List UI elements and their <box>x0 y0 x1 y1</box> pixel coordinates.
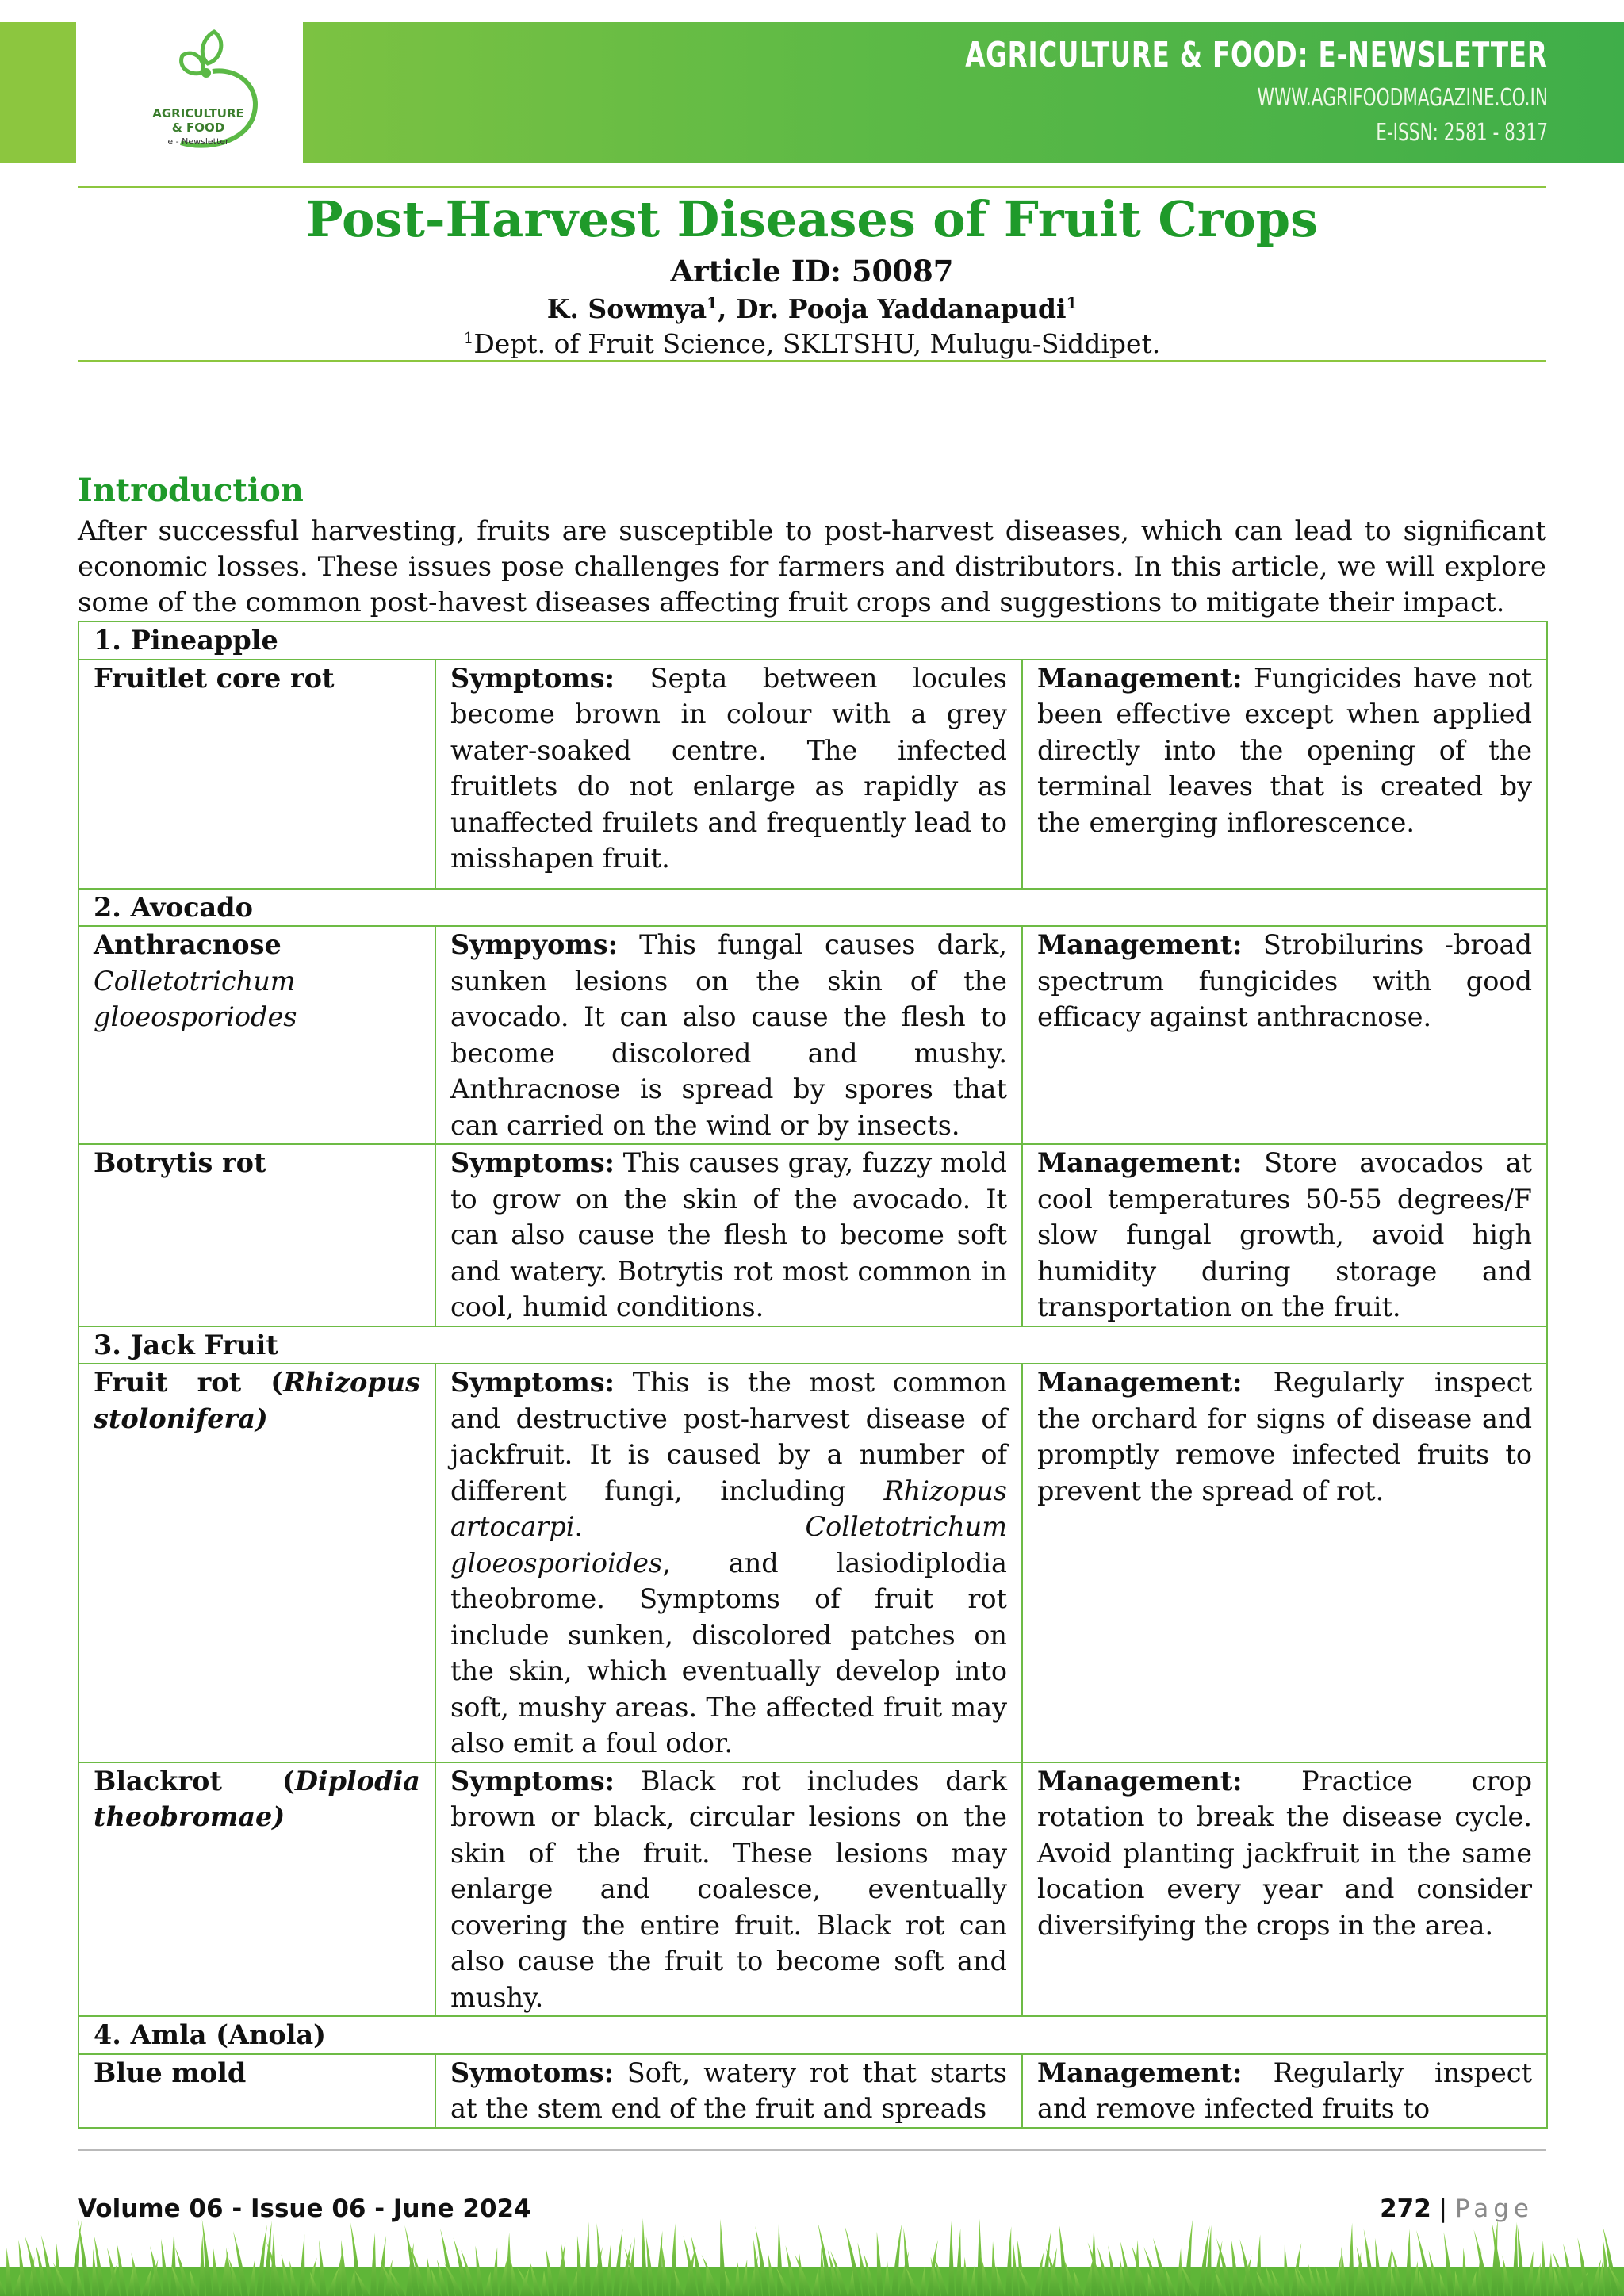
management-cell: Management: Fungicides have not been effective except when applied directly into the opening of the terminal leaves that is created by the emerging inflorescence. <box>1022 660 1547 889</box>
section-row <box>79 889 1547 927</box>
management-cell: Management: Practice crop rotation to break the disease cycle. Avoid planting jackfruit in the same location every year and consider diversifying the crops in the area. <box>1022 1762 1547 2017</box>
title-top-rule <box>78 186 1546 188</box>
grass-blade <box>948 2221 955 2296</box>
section-jackfruit: 3. Jack Fruit <box>79 1326 1547 1364</box>
disease-name: Blackrot (Diplodia theobromae) <box>79 1762 435 2017</box>
disease-name: Blue mold <box>79 2054 435 2128</box>
grass-decoration-icon <box>0 2212 1624 2296</box>
symptoms-cell: Symptoms: This is the most common and destructive post-harvest disease of jackfruit. It is caused by a number of different fungi, including Rhizopus artocarpi. Colletotrichum gloeosporioides, and lasiodiplodia theobrome. Symptoms of fruit rot include sunken, discolored patches on the skin, which eventually develop into soft, mushy areas. The affected fruit may also emit a foul odor. <box>435 1364 1022 1762</box>
symptoms-cell: Symptoms: Black rot includes dark brown or black, circular lesions on the skin of the fruit. These lesions may enlarge and coalesce, eventually covering the entire fruit. Black rot can also cause the fruit to become soft and mushy. <box>435 1762 1022 2017</box>
header-accent-strip <box>0 22 76 163</box>
grass-blade <box>1005 2226 1012 2296</box>
grass-blade <box>1512 2222 1519 2296</box>
disease-name: Botrytis rot <box>79 1144 435 1326</box>
grass-blade <box>1348 2223 1354 2296</box>
disease-name: Fruitlet core rot <box>79 660 435 889</box>
grass-blade <box>642 2218 648 2296</box>
grass-blade <box>584 2222 591 2296</box>
management-cell: Management: Regularly inspect the orchard for signs of disease and promptly remove infected fruits to prevent the spread of rot. <box>1022 1364 1547 1762</box>
footer-rule <box>78 2149 1546 2151</box>
intro-paragraph: After successful harvesting, fruits are susceptible to post-harvest diseases, which can lead to significant economic losses. These issues pose challenges for farmers and distributors. In this article, we will explore some of the common post-havest diseases affecting fruit crops and suggestions to mitigate their impact. <box>78 515 1546 618</box>
disease-table <box>78 621 1548 2129</box>
title-bottom-rule <box>78 360 1546 362</box>
management-cell: Management: Store avocados at cool temperatures 50-55 degrees/F slow fungal growth, avoid high humidity during storage and transportation on the fruit. <box>1022 1144 1547 1326</box>
table-row <box>79 1364 1547 1762</box>
article-authors: K. Sowmya$^1$, Dr. Pooja Yaddanapudi$^1$ <box>546 293 1078 324</box>
footer-volume: Volume 06 - Issue 06 - June 2024 <box>78 2195 531 2223</box>
logo-leaf-icon <box>119 24 278 159</box>
grass-blade <box>670 2223 676 2296</box>
table-row <box>79 660 1547 889</box>
table-row <box>79 1762 1547 2017</box>
grass-blade <box>656 2230 662 2296</box>
table-row <box>79 2054 1547 2128</box>
section-row <box>79 622 1547 660</box>
svg-text:AGRICULTURE: AGRICULTURE <box>152 106 244 121</box>
grass-blade <box>170 2230 177 2296</box>
symptoms-cell: Symptoms: This causes gray, fuzzy mold to grow on the skin of the avocado. It can also cause the flesh to become soft and watery. Botrytis rot most common in cool, humid conditions. <box>435 1144 1022 1326</box>
table-row <box>79 926 1547 1144</box>
svg-text:& FOOD: & FOOD <box>171 121 225 135</box>
table-row <box>79 1144 1547 1326</box>
svg-text:e - Newsletter: e - Newsletter <box>167 136 229 147</box>
article-title: Post-Harvest Diseases of Fruit Crops <box>306 190 1318 248</box>
grass-blade <box>577 2236 584 2296</box>
newsletter-logo <box>119 24 278 159</box>
intro-heading: Introduction <box>78 472 304 509</box>
newsletter-issn: E-ISSN: 2581 - 8317 <box>1376 119 1548 147</box>
symptoms-cell: Symotoms: Soft, watery rot that starts at the stem end of the fruit and spreads <box>435 2054 1022 2128</box>
grass-blade <box>720 2219 726 2296</box>
article-affiliation: $^1$Dept. of Fruit Science, SKLTSHU, Mulugu-Siddipet. <box>463 328 1161 359</box>
management-cell: Management: Regularly inspect and remove infected fruits to <box>1022 2054 1547 2128</box>
disease-name: Fruit rot (Rhizopus stolonifera) <box>79 1364 435 1762</box>
newsletter-url[interactable]: WWW.AGRIFOODMAGAZINE.CO.IN <box>1257 84 1548 112</box>
grass-blade <box>877 2232 883 2296</box>
section-row <box>79 1326 1547 1364</box>
article-id: Article ID: 50087 <box>670 254 954 289</box>
grass-blade <box>370 2233 377 2296</box>
section-row <box>79 2016 1547 2054</box>
newsletter-title: AGRICULTURE & FOOD: E-NEWSLETTER <box>965 35 1548 75</box>
section-avocado: 2. Avocado <box>79 889 1547 927</box>
grass-blade <box>956 2229 962 2296</box>
grass-blade <box>977 2219 983 2296</box>
grass-blade <box>299 2234 305 2296</box>
grass-blade <box>1405 2229 1411 2296</box>
disease-name: Anthracnose Colletotrichum gloeosporiodes <box>79 926 435 1144</box>
section-amla: 4. Amla (Anola) <box>79 2016 1547 2054</box>
symptoms-cell: Symptoms: Septa between locules become brown in colour with a grey water-soaked centre. The infected fruitlets do not enlarge as rapidly as unaffected fruilets and frequently lead to misshapen fruit. <box>435 660 1022 889</box>
symptoms-cell: Sympyoms: This fungal causes dark, sunken lesions on the skin of the avocado. It can also cause the flesh to become discolored and mushy. Anthracnose is spread by spores that can carried on the wind or by insects. <box>435 926 1022 1144</box>
footer-page: 272 | Page <box>1380 2195 1534 2223</box>
management-cell: Management: Strobilurins -broad spectrum fungicides with good efficacy against anthracnose. <box>1022 926 1547 1144</box>
section-pineapple: 1. Pineapple <box>79 622 1547 660</box>
